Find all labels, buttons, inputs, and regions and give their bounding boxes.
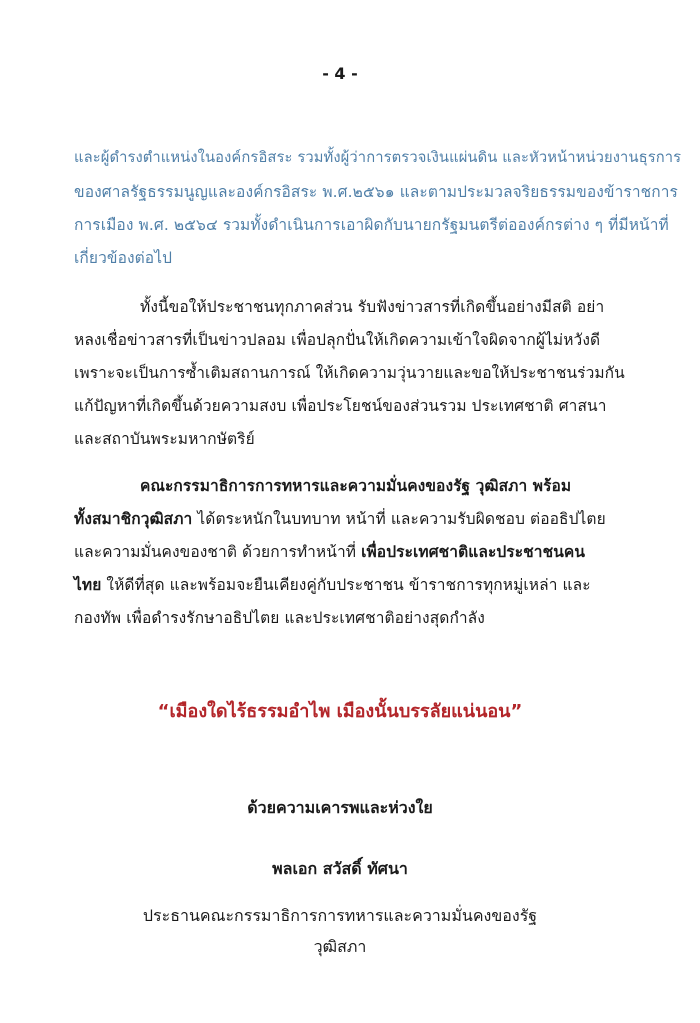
paragraph3-line-4 xyxy=(74,574,591,596)
paragraph3-line-2-text: ได้ตระหนักในบทบาท หน้าที่ และความรับผิดชอบ ต่ออธิปไตย xyxy=(192,510,606,528)
paragraph3-line-2-bold: ทั้งสมาชิกวุฒิสภา xyxy=(74,510,193,528)
closing-text: ด้วยความเคารพและห่วงใย xyxy=(247,798,433,817)
paragraph1-line-2: ของศาลรัฐธรรมนูญและองค์กรอิสระ พ.ศ.๒๕๖๑ และตามประมวลจริยธรรมของข้าราชการ xyxy=(74,183,678,201)
signatory-title-line-2: วุฒิสภา xyxy=(313,937,367,956)
motto-quote: “เมืองใดไร้ธรรมอำไพ เมืองนั้นบรรลัยแน่นอน” xyxy=(157,701,523,722)
page-number: - 4 - xyxy=(322,64,358,83)
paragraph1-line-1: และผู้ดำรงตำแหน่งในองค์กรอิสระ รวมทั้งผู้ว่าการตรวจเงินแผ่นดิน และหัวหน้าหน่วยงานธุรการ xyxy=(74,149,682,166)
paragraph3-line-4-bold: ไทย xyxy=(74,576,102,594)
paragraph3-line-4-text: ให้ดีที่สุด และพร้อมจะยืนเคียงคู่กับประชาชน ข้าราชการทุกหมู่เหล่า และ xyxy=(101,576,591,594)
paragraph2-line-1: ทั้งนี้ขอให้ประชาชนทุกภาคส่วน รับฟังข่าวสารที่เกิดขึ้นอย่างมีสติ อย่า xyxy=(140,298,605,316)
paragraph1-line-4: เกี่ยวข้องต่อไป xyxy=(74,249,173,267)
paragraph2-line-5: และสถาบันพระมหากษัตริย์ xyxy=(74,430,255,448)
paragraph3-line-5: กองทัพ เพื่อดำรงรักษาอธิปไตย และประเทศชาติอย่างสุดกำลัง xyxy=(74,609,485,627)
paragraph2-line-2: หลงเชื่อข่าวสารที่เป็นข่าวปลอม เพื่อปลุกปั่นให้เกิดความเข้าใจผิดจากผู้ไม่หวังดี xyxy=(74,331,601,349)
signatory-title-line-1: ประธานคณะกรรมาธิการการทหารและความมั่นคงของรัฐ xyxy=(142,906,538,925)
paragraph3-line-3-bold: เพื่อประเทศชาติและประชาชนคน xyxy=(361,543,586,561)
paragraph2-line-4: แก้ปัญหาที่เกิดขึ้นด้วยความสงบ เพื่อประโยชน์ของส่วนรวม ประเทศชาติ ศาสนา xyxy=(74,397,607,415)
paragraph3-line-2 xyxy=(74,508,606,530)
paragraph3-line-3 xyxy=(74,541,585,563)
paragraph1-line-3: การเมือง พ.ศ. ๒๕๖๔ รวมทั้งดำเนินการเอาผิดกับนายกรัฐมนตรีต่อองค์กรต่าง ๆ ที่มีหน้าที่ xyxy=(74,216,669,234)
signatory-name: พลเอก สวัสดิ์ ทัศนา xyxy=(272,859,408,878)
paragraph3-line-1: คณะกรรมาธิการการทหารและความมั่นคงของรัฐ วุฒิสภา พร้อม xyxy=(140,477,572,495)
paragraph3-line-3-text: และความมั่นคงของชาติ ด้วยการทำหน้าที่ xyxy=(74,543,362,561)
paragraph2-line-3: เพราะจะเป็นการซ้ำเติมสถานการณ์ ให้เกิดความวุ่นวายและขอให้ประชาชนร่วมกัน xyxy=(74,364,625,382)
